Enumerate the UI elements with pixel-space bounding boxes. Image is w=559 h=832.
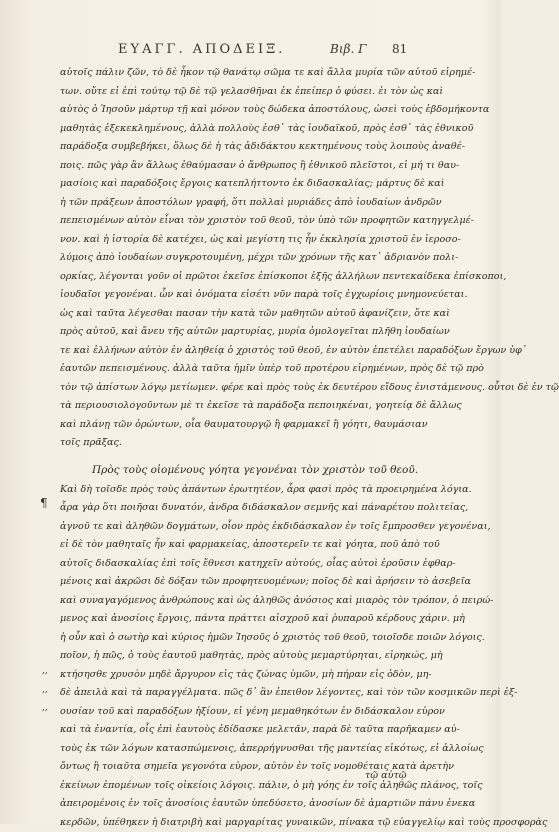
running-title: ΕΥΑΓΓ. ΑΠΟΔΕΙΞ. xyxy=(118,42,285,57)
text-line: τὰ περιουσιολογοῦντων μὲ τι ἐκεῖσε τὰ παράδοξα πεποιηκέναι, γοητείᾳ δὲ ἄλλως xyxy=(60,397,412,416)
margin-quote-marks xyxy=(42,662,56,718)
quote-mark: ,, xyxy=(42,681,56,700)
text-line: εἰ δὲ τὸν μαθηταῖς ἦν καὶ φαρμακείας, ἀποστερεῖν τε καὶ γόητα, ποῦ ἀπὸ τοῦ xyxy=(60,536,412,555)
text-line: ουσίαν τοῦ καὶ παραδόξων ἠξίουν, εἰ γένη μεμαθηκότων ἐν διδάσκαλον εὑρον xyxy=(60,703,412,722)
text-line: ποῖον, ἡ πῶς, ὁ τοὺς ἑαυτοῦ μαθητὰς, πρὸς αὐτοὺς μεμαρτύρηται, εἰρηκώς, μὴ xyxy=(60,647,412,666)
text-line: κερδῶν, ὑπέθηκεν ἡ διατριβὴ καὶ μαργαρίτας γυναικῶν, πίνακα τῷ εὐαγγελίῳ καὶ τοὺς προσφορὰς xyxy=(60,814,412,832)
text-line: καὶ συναγαγόμενος ἀνθρώπους καὶ ὡς ἀληθῶς ἀνόσιος καὶ μιαρὸς τὸν τρόπον, ὁ πειρώ- xyxy=(60,592,412,611)
text-line: των. οὔτε εἰ ἐπὶ τούτῳ τῷ δὲ τῷ γελασθῆναι ἐκ ἐπείπερ ὁ φύσει. ἐι τὸν ὡς καὶ xyxy=(60,83,412,102)
text-line: Καὶ δὴ τοῖσδε πρὸς τοὺς ἀπάντων ἐρωτητέον, ἆρα φασὶ πρὸς τὰ προειρημένα λόγια. xyxy=(60,481,412,500)
text-line: ορκίας, λέγονται γοῦν οἱ πρῶτοι ἐκεῖσε ἐπίσκοποι ἑξῆς ἀλλήλων πεντεκαίδεκα ἐπίσκοποι, xyxy=(60,268,412,287)
text-line: πρὸς αὐτοῦ, καὶ ἄνευ τῆς αὐτῶν μαρτυρίας, μυρία ὁμολογεῖται πλῆθη ἰουδαίων xyxy=(60,323,412,342)
text-line: τοὺς ἐκ τῶν λόγων κατασπώμενοις, ἀπερρήγνυσθαι τῆς μαντείας εἰκότως, εἰ ἀλλοίως xyxy=(60,740,412,759)
text-line: αὐτοῖς διδασκαλίας ἐπὶ τοῖς ἔθνεσι κατηχεῖν αὐτούς, οἷας αὐτοὶ ἐροῦσιν ἐφθαρ- xyxy=(60,555,412,574)
text-line: αὐτὸς ὁ Ἰησοῦν μάρτυρ τῇ καὶ μόνον τοὺς δώδεκα ἀποστόλους, ὡσεὶ τοὺς ἑβδομήκοντα xyxy=(60,101,412,120)
text-line: τε καὶ ἑλλήνων αὐτὸν ἐν ἀληθείᾳ ὁ χριστὸς τοῦ θεοῦ, ἐν αὐτὸν ἐπετέλει παραδόξων ἔργων ὑφ᾽ xyxy=(60,342,412,361)
page-header xyxy=(0,42,500,62)
paragraph-one xyxy=(60,64,412,453)
text-line: μένοις καὶ ἀκρῶσι δὲ δόξαν τῶν προφητευομένων; ποῖος δὲ καὶ ἀρήσειν τὸ ἀσεβεῖα xyxy=(60,573,412,592)
text-line: ἀγνοῦ τε καὶ ἀληθῶν δογμάτων, οἷον πρὸς ἐκδιδάσκαλον ἐν τοῖς ἔμπροσθεν γεγονέναι, xyxy=(60,518,412,537)
book-reference: Βιβ. Γ xyxy=(330,42,366,56)
text-line: ἡ τῶν πράξεων ἀποστόλων γραφή, ὅτι πολλαὶ μυριάδες ἀπὸ ἰουδαίων ἀνδρῶν xyxy=(60,194,412,213)
text-line: ἆρα γὰρ ὅτι ποιῆσαι δυνατόν, ἀνδρα διδάσκαλον σεμνῆς καὶ πάναρέτου πολιτείας, xyxy=(60,499,412,518)
text-line: μαθητὰς ἐξεκεκλημένους, ἀλλὰ πολλοὺς ἐσθ᾽ τὰς ἰουδαϊκοῦ, πρὸς ἐσθ᾽ τὰς ἐθνικοῦ xyxy=(60,120,412,139)
text-line: ἰουδαῖοι γεγονέναι. ὧν καὶ ὀνόματα εἰσέτι νῦν παρὰ τοῖς ἐγχωρίοις μνημονεύεται. xyxy=(60,286,412,305)
text-line: πεπεισμένων αὐτὸν εἶναι τὸν χριστὸν τοῦ θεοῦ, τὸν ὑπὸ τῶν προφητῶν κατηγγελμέ- xyxy=(60,212,412,231)
text-line: ἐκείνων ἐπομένων τοῖς οἰκείοις λόγοις. πάλιν, ὁ μὴ γόης ἐν τοῖς ἀληθῶς πλάνος, τοῖς xyxy=(60,777,412,796)
folio-number: 81 xyxy=(392,42,407,56)
text-line: τοῖς πρᾶξας. xyxy=(60,434,412,453)
text-line: καὶ τὰ ἐναντία, οἷς ἐπὶ ἑαυτοὺς ἐδίδασκε μελετᾶν, παρὰ δὲ ταῦτα παρῆκαμεν αὐ- xyxy=(60,721,412,740)
text-line: νον. καὶ ἡ ἱστορία δὲ κατέχει, ὡς καὶ μεγίστη τις ἦν ἐκκλησία χριστοῦ ἐν ἱεροσο- xyxy=(60,231,412,250)
quote-mark: ,, xyxy=(42,699,56,718)
quote-mark: ,, xyxy=(42,662,56,681)
text-line: ὄντως ἢ τοιαῦτα σημεῖα γεγονότα εὑρον, αὐτὸν ἐν τοῖς νομοθέταις κατὰ ἀρετὴν xyxy=(60,758,412,777)
text-line: αὐτοῖς πάλιν ζῶν, τὸ δὲ ἧκον τῷ θανάτῳ σῶμα τε καὶ ἄλλα μυρία τῶν αὐτοῦ εἰρημέ- xyxy=(60,64,412,83)
catchword: τῷ αὐτῷ xyxy=(365,770,407,781)
text-line: ἀπειρομένοις ἐν τοῖς ἀνοσίοις ἑαυτῶν ὑπεδύσετο, ἀνοσίων δὲ ἁμαρτιῶν πάνυ ἐνεκα xyxy=(60,795,412,814)
text-line: μασίοις καὶ παραδόξοις ἔργοις κατεπλήττοντο ἐκ διδασκαλίας; μάρτυς δὲ καὶ xyxy=(60,175,412,194)
text-line: καὶ πλάνῃ τῶν ὁρώντων, οἷα θαυματουργῷ ἢ φαρμακεῖ ἢ γόητι, θαυμάσιαν xyxy=(60,416,412,435)
paragraph-mark-icon: ¶ xyxy=(40,496,48,510)
text-line: κτήσησθε χρυσὸν μηδὲ ἄργυρον εἰς τὰς ζώνας ὑμῶν, μὴ πήραν εἰς ὁδὸν, μη- xyxy=(60,666,412,685)
main-text-block xyxy=(60,64,412,832)
text-line: ὡς καὶ ταῦτα λέγεσθαι πασαν τὴν κατὰ τῶν μαθητῶν αὐτοῦ ἀφανίζειν, ὅτε καὶ xyxy=(60,305,412,324)
text-line: παράδοξα συμβεβήκει, ὅλως δὲ ἡ τὰς ἀδιδάκτου κεκτημένους τοὺς λοιποὺς ἀναθέ- xyxy=(60,138,412,157)
paragraph-two xyxy=(60,481,412,832)
text-line: λύμοις ἀπὸ ἰουδαίων συγκροτουμένη, μέχρι τῶν χρόνων τῆς κατ᾽ ἀδριανὸν πολι- xyxy=(60,249,412,268)
text-line: ἑαυτῶν πεπεισμένους. ἀλλὰ ταῦτα ἡμῖν ὑπὲρ τοῦ προτέρου εἰρημένων, πρὸς δὲ τῷ πρὸ xyxy=(60,360,412,379)
section-heading: Πρὸς τοὺς οἰομένους γόητα γεγονέναι τὸν χριστὸν τοῦ θεοῦ. xyxy=(92,459,412,481)
text-line: μενος καὶ ἀνοσίοις ἔργοις, πάντα πράττει αἰσχροῦ καὶ ῥυπαροῦ κέρδους χάριν. μὴ xyxy=(60,610,412,629)
text-line: ἡ οὖν καὶ ὁ σωτὴρ καὶ κύριος ἡμῶν Ἰησοῦς ὁ χριστὸς τοῦ θεοῦ, τοιοῖσδε ποιῶν λόγοις. xyxy=(60,629,412,648)
text-line: τὸν τῷ ἀπίστων λόγῳ μετίωμεν. φέρε καὶ πρὸς τοὺς ἐκ δευτέρου εἴδους ἐνιστάμενους. οὗτοι δὲ ἐν τῷ xyxy=(60,379,412,398)
text-line: ποις. πῶς γὰρ ἂν ἄλλως ἐθαύμασαν ὁ ἄνθρωπος ἢ ἐθνικοῦ πλεῖστοι, εἰ μή τι θαυ- xyxy=(60,157,412,176)
text-line: δὲ ἀπειλὰ καὶ τὰ παραγγέλματα. πῶς δ᾽ ἂν ἐπειθον λέγοντες, καὶ τὸν τῶν κοσμικῶν περὶ ἐξ- xyxy=(60,684,412,703)
